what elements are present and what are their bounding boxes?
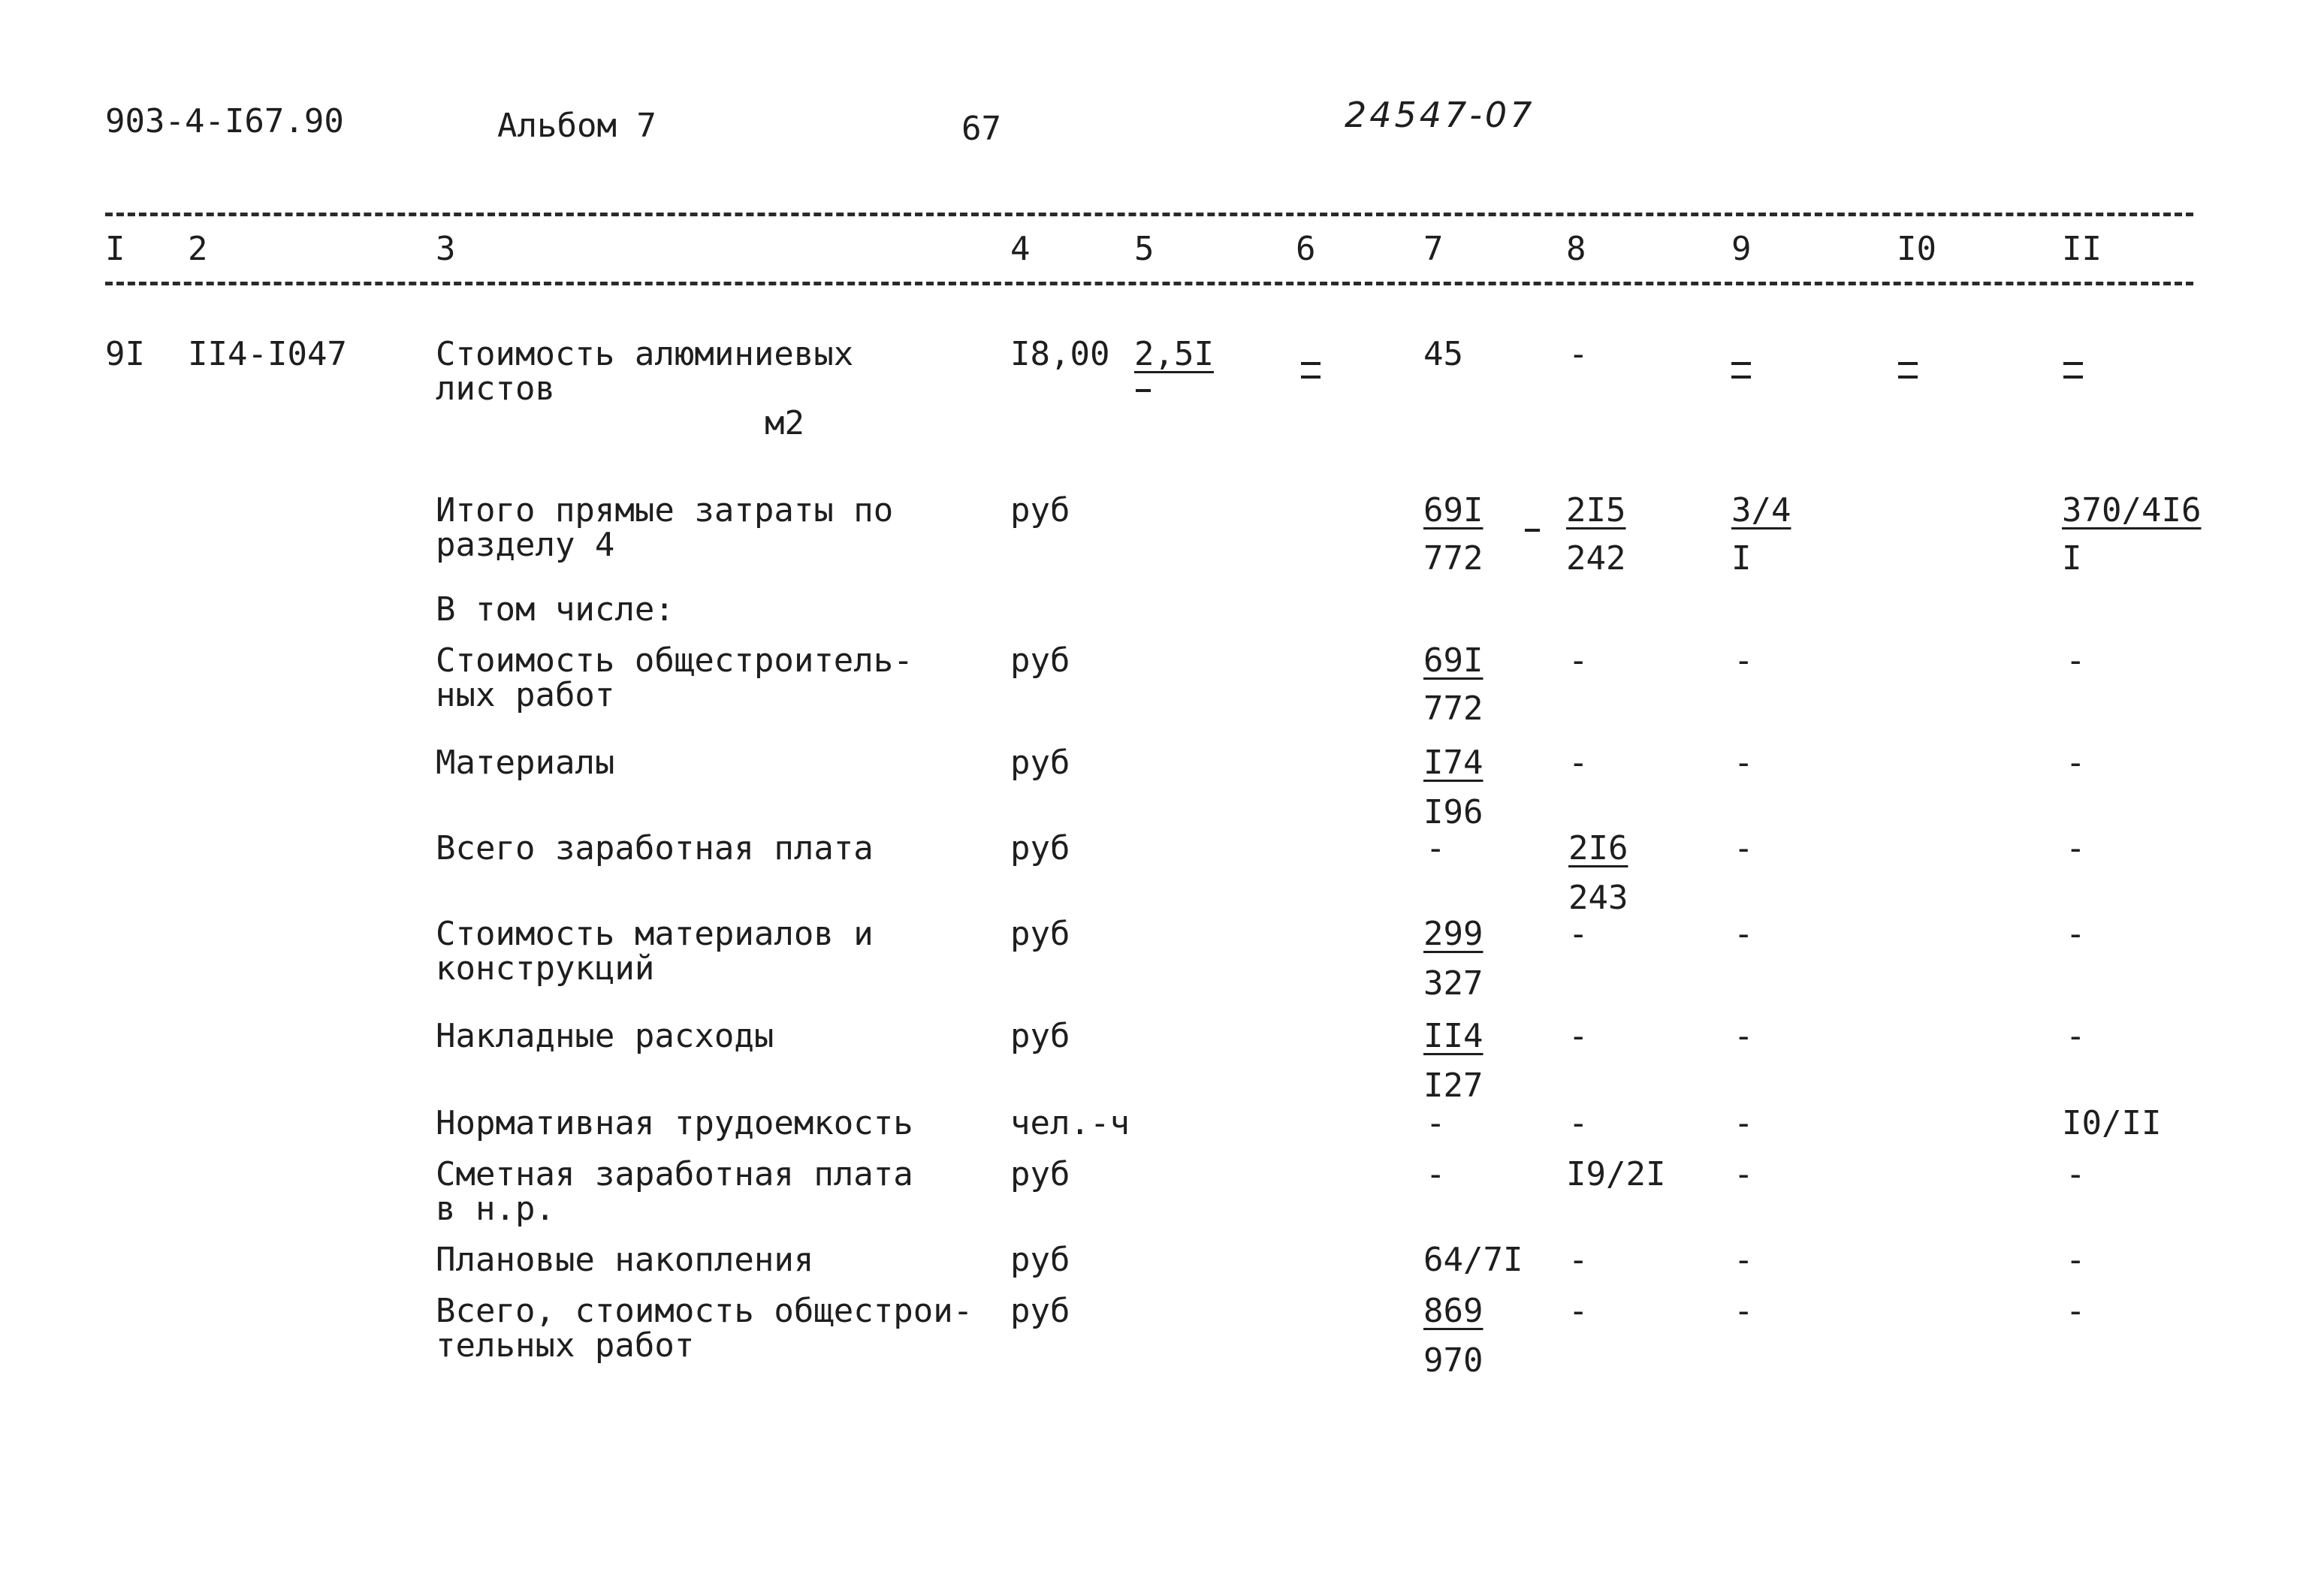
col8-value: - [1568,1017,1589,1055]
col8-value: - [1568,1241,1589,1279]
col7-value: - [1426,1104,1446,1142]
item-col5: 2,5I [1134,335,1214,373]
double-dash-mark [1731,361,1751,380]
col7-value: 69I [1423,491,1484,529]
col-header-9: 9 [1731,230,1752,268]
double-dash-mark [1898,361,1918,380]
col7-value-bottom: I27 [1423,1067,1484,1105]
row-label-cont: разделу 4 [436,526,615,564]
row-unit: руб [1010,491,1070,529]
col8-value: 2I5 [1566,491,1626,529]
col-header-7: 7 [1423,230,1444,268]
col-header-2: 2 [188,230,208,268]
row-label: Стоимость материалов и [436,915,874,953]
page-number: 67 [961,110,1001,148]
col11-value: - [2066,915,2086,953]
album-label: Альбом 7 [497,107,656,145]
header-top-rule [105,213,2193,216]
row-label-cont: ных работ [436,676,615,714]
col9-value: - [1734,744,1754,782]
col-header-1: I [105,230,125,268]
col8-value: - [1568,744,1589,782]
col11-value: I0/II [2062,1104,2162,1142]
row-unit: руб [1010,1292,1070,1330]
col9-value: - [1734,829,1754,867]
col7-value: II4 [1423,1017,1484,1055]
col9-value: - [1734,1292,1754,1330]
col9-value: - [1734,1104,1754,1142]
item-qty: I8,00 [1010,335,1110,373]
row-label: Всего, стоимость общестрои- [436,1292,973,1330]
col7-value-bottom: 772 [1423,539,1484,578]
col8-value-bottom: 243 [1568,879,1628,917]
row-label: Нормативная трудоемкость [436,1104,913,1142]
item-unit: м2 [765,404,804,442]
col11-value: - [2066,1292,2086,1330]
col-header-5: 5 [1134,230,1155,268]
row-unit: руб [1010,641,1070,680]
col7-value: I74 [1423,744,1484,782]
col11-value: - [2066,744,2086,782]
col11-value: - [2066,829,2086,867]
double-dash-mark [1301,361,1321,380]
dash-mark [1525,529,1540,532]
col7-value: 69I [1423,641,1484,680]
row-unit: руб [1010,1017,1070,1055]
handwritten-number: 24547-07 [1345,95,1535,135]
col7-value: 869 [1423,1292,1484,1330]
col-header-8: 8 [1566,230,1586,268]
col-header-11: II [2062,230,2102,268]
col-header-3: 3 [436,230,456,268]
item-code: II4-I047 [188,335,347,373]
col-header-4: 4 [1010,230,1031,268]
row-unit: руб [1010,829,1070,867]
col7-value: - [1426,1155,1446,1193]
col8-value: - [1568,1104,1589,1142]
col11-value: - [2066,1017,2086,1055]
col7-value-bottom: 970 [1423,1341,1484,1380]
item-number: 9I [105,335,145,373]
row-label: Стоимость общестроитель- [436,641,913,680]
col8-value: - [1568,641,1589,680]
row-label: Сметная заработная плата [436,1155,913,1193]
row-label: Всего заработная плата [436,829,874,867]
col8-value: I9/2I [1566,1155,1666,1193]
including-label: В том числе: [436,590,675,629]
col11-value: - [2066,641,2086,680]
col-header-6: 6 [1296,230,1316,268]
col9-value-bottom: I [1731,539,1752,578]
col7-value: 299 [1423,915,1484,953]
col9-value: - [1734,915,1754,953]
col9-value: 3/4 [1731,491,1791,529]
row-unit: руб [1010,1155,1070,1193]
col8-value-bottom: 242 [1566,539,1626,578]
col11-value: - [2066,1241,2086,1279]
col11-value-bottom: I [2062,539,2082,578]
col7-value: - [1426,829,1446,867]
row-label-cont: конструкций [436,949,655,988]
row-unit: руб [1010,1241,1070,1279]
col7-value-bottom: 327 [1423,964,1484,1003]
item-description-cont: листов [436,370,555,408]
row-unit: чел.-ч [1010,1104,1130,1142]
col11-value: - [2066,1155,2086,1193]
row-label: Итого прямые затраты по [436,491,894,529]
col9-value: - [1734,1155,1754,1193]
col9-value: - [1734,641,1754,680]
col8-value: 2I6 [1568,829,1628,867]
col7-value: 64/7I [1423,1241,1523,1279]
row-label-cont: тельных работ [436,1326,695,1365]
col11-value: 370/4I6 [2062,491,2202,529]
row-unit: руб [1010,915,1070,953]
col9-value: - [1734,1017,1754,1055]
item-col7: 45 [1423,335,1463,373]
col8-value: - [1568,915,1589,953]
row-label: Материалы [436,744,615,782]
header-bottom-rule [105,282,2193,285]
dash-mark [1136,389,1151,392]
row-label-cont: в н.р. [436,1190,555,1228]
item-col8: - [1568,335,1589,373]
row-unit: руб [1010,744,1070,782]
col9-value: - [1734,1241,1754,1279]
item-description: Стоимость алюминиевых [436,335,854,373]
col-header-10: I0 [1897,230,1936,268]
row-label: Плановые накопления [436,1241,814,1279]
doc-code: 903-4-I67.90 [105,102,344,140]
row-label: Накладные расходы [436,1017,774,1055]
col7-value-bottom: 772 [1423,689,1484,728]
col7-value-bottom: I96 [1423,793,1484,831]
col8-value: - [1568,1292,1589,1330]
double-dash-mark [2063,361,2083,380]
